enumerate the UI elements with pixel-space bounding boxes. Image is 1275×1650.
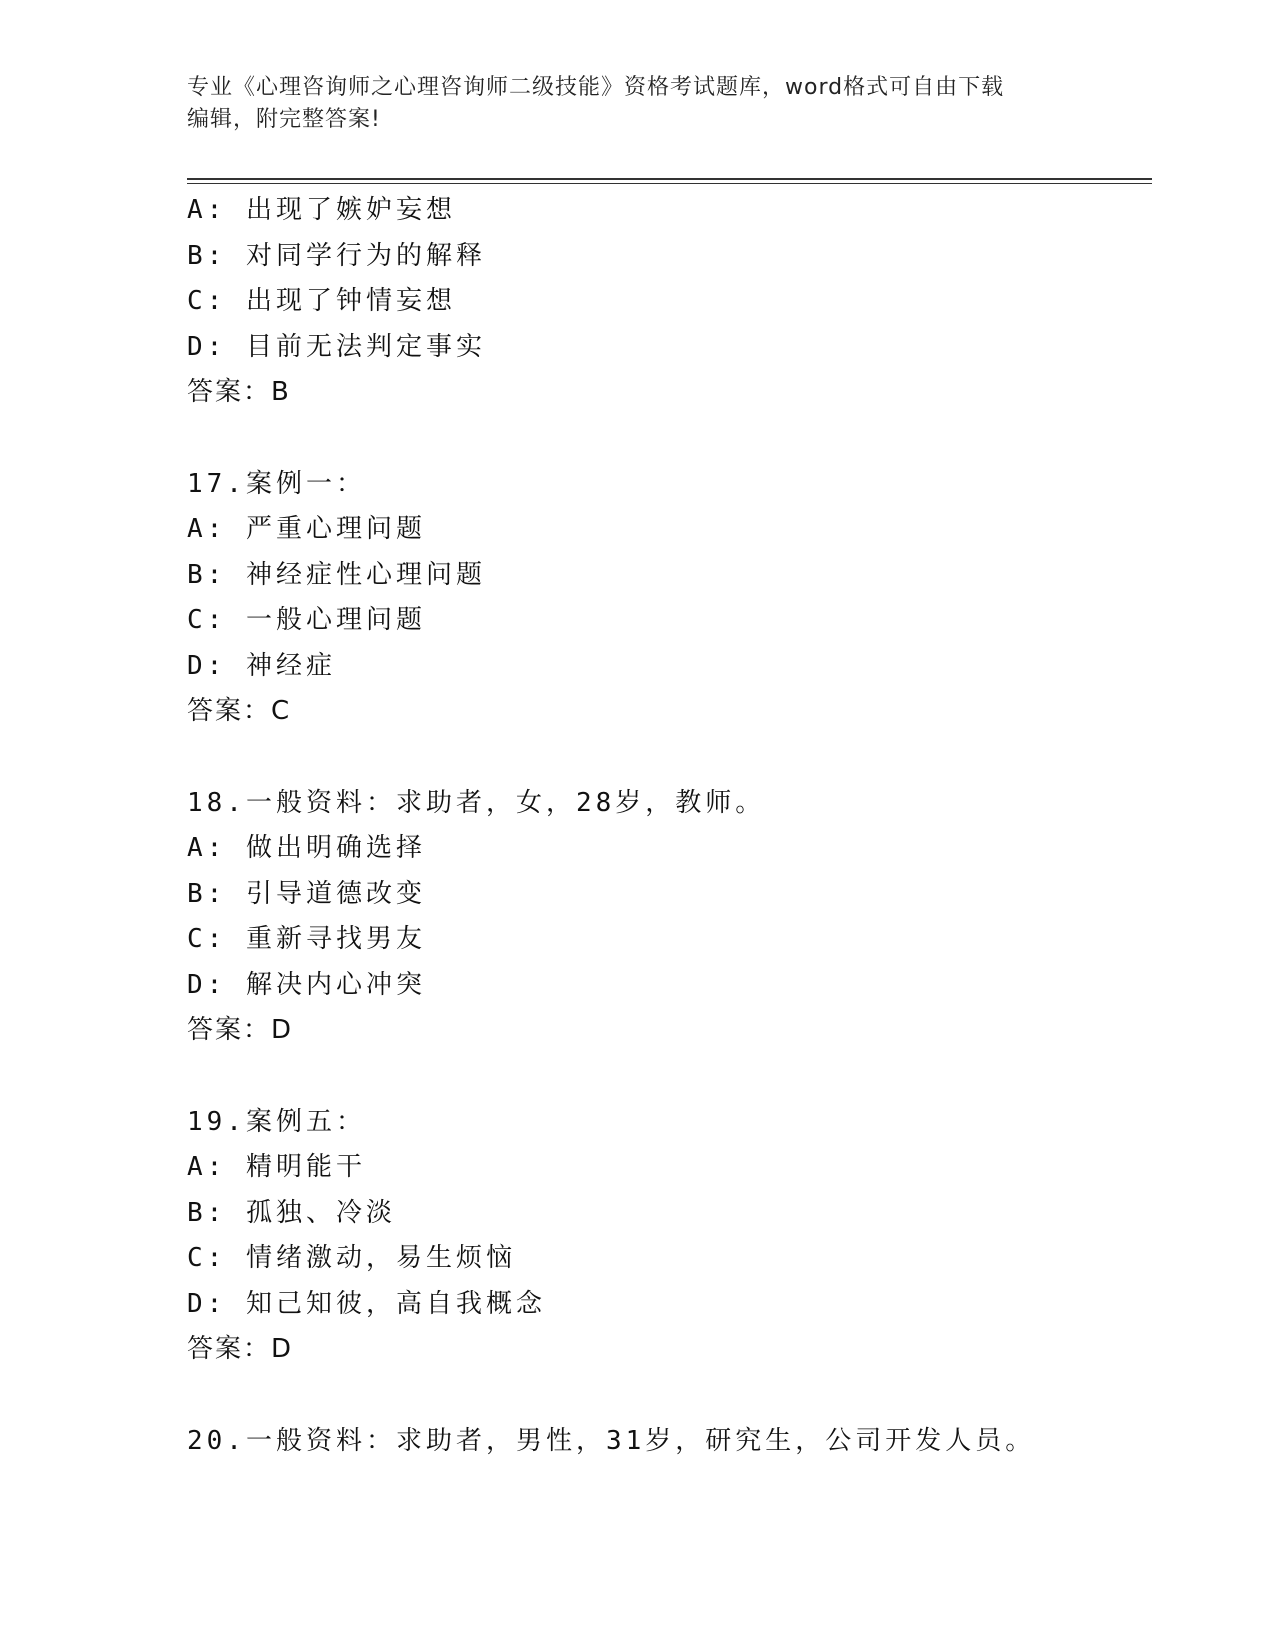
question-18 bbox=[187, 781, 1147, 1054]
option-d: D: 神经症 bbox=[187, 650, 336, 681]
question-16 bbox=[187, 188, 1147, 416]
answer: 答案：D bbox=[187, 1015, 294, 1045]
option-d: D: 知己知彼，高自我概念 bbox=[187, 1288, 546, 1319]
question-text: 19.案例五： bbox=[187, 1106, 366, 1137]
option-c: C: 情绪激动，易生烦恼 bbox=[187, 1243, 516, 1273]
answer: 答案：D bbox=[187, 1334, 294, 1364]
answer: 答案：C bbox=[187, 696, 292, 726]
option-a: A: 严重心理问题 bbox=[187, 514, 426, 544]
option-c: C: 一般心理问题 bbox=[187, 605, 426, 635]
option-b: B: 神经症性心理问题 bbox=[187, 559, 486, 590]
option-c: C: 出现了钟情妄想 bbox=[187, 286, 456, 316]
question-text: 18.一般资料：求助者，女，28岁，教师。 bbox=[187, 787, 766, 818]
header-line-2: 编辑，附完整答案! bbox=[187, 107, 381, 132]
question-20 bbox=[187, 1419, 1147, 1465]
option-c: C: 重新寻找男友 bbox=[187, 924, 426, 954]
option-a: A: 做出明确选择 bbox=[187, 833, 426, 863]
document-header bbox=[187, 72, 1087, 136]
option-b: B: 对同学行为的解释 bbox=[187, 240, 486, 271]
option-b: B: 引导道德改变 bbox=[187, 878, 426, 909]
header-line-1: 专业《心理咨询师之心理咨询师二级技能》资格考试题库，word格式可自由下载 bbox=[187, 75, 1005, 100]
question-list bbox=[187, 188, 1147, 1464]
option-d: D: 解决内心冲突 bbox=[187, 969, 426, 1000]
option-a: A: 精明能干 bbox=[187, 1152, 366, 1182]
question-text: 20.一般资料：求助者，男性，31岁，研究生，公司开发人员。 bbox=[187, 1425, 1036, 1456]
answer: 答案：B bbox=[187, 377, 291, 407]
header-divider-thin bbox=[187, 183, 1152, 184]
question-text: 17.案例一： bbox=[187, 468, 366, 499]
header-divider-thick bbox=[187, 178, 1152, 180]
option-d: D: 目前无法判定事实 bbox=[187, 331, 486, 362]
option-b: B: 孤独、冷淡 bbox=[187, 1197, 396, 1228]
question-17 bbox=[187, 462, 1147, 735]
question-19 bbox=[187, 1100, 1147, 1373]
option-a: A: 出现了嫉妒妄想 bbox=[187, 195, 456, 225]
